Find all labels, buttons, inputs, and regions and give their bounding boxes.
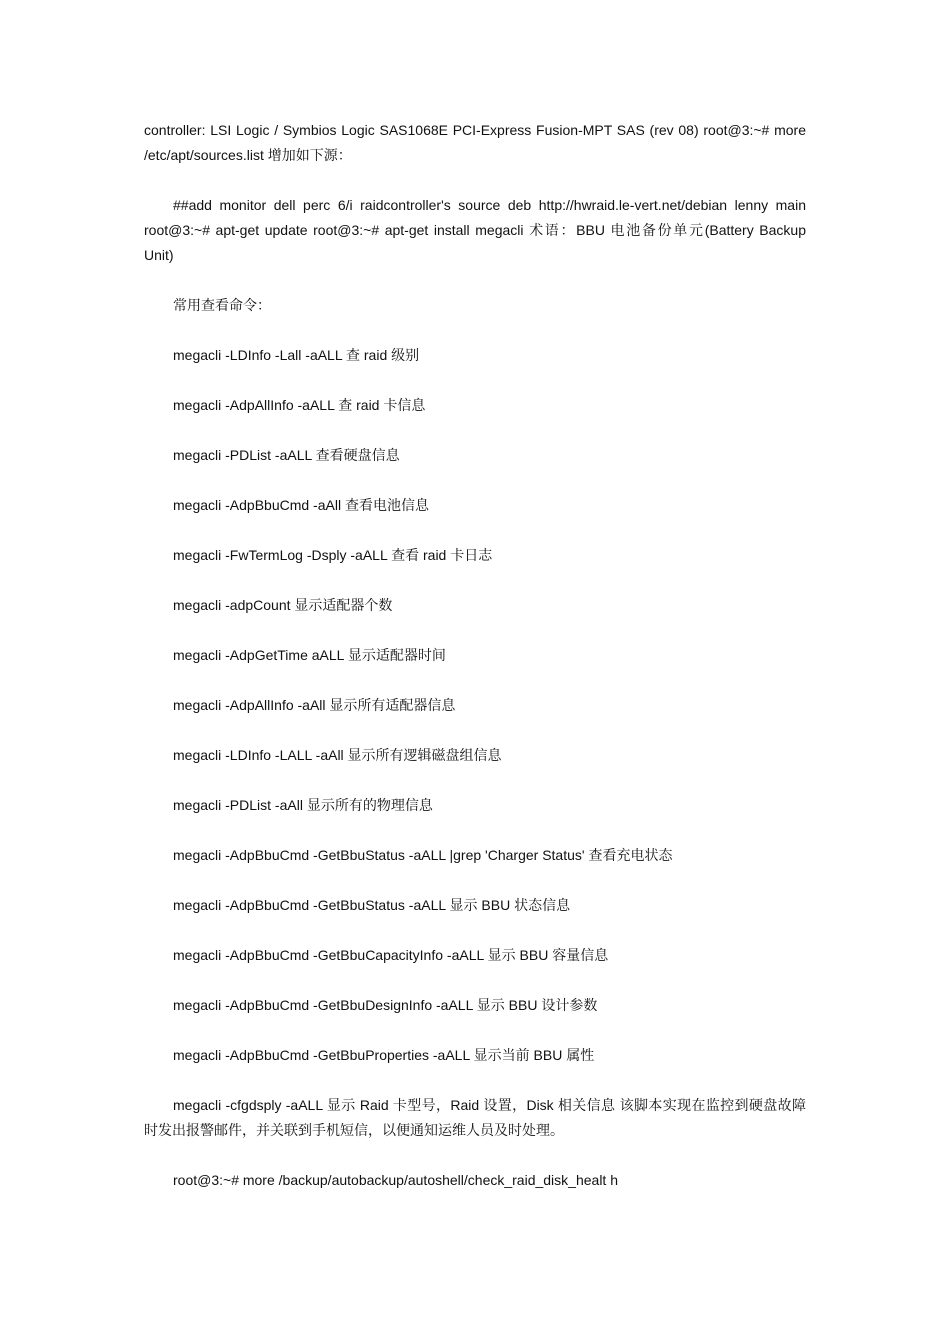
document-body bbox=[144, 118, 806, 1193]
command-line: megacli -AdpBbuCmd -aAll 查看电池信息 bbox=[173, 497, 429, 513]
command-line: megacli -FwTermLog -Dsply -aALL 查看 raid 卡日志 bbox=[173, 547, 493, 563]
command-line: megacli -PDList -aAll 显示所有的物理信息 bbox=[173, 797, 433, 813]
command-line: megacli -AdpBbuCmd -GetBbuDesignInfo -aALL 显示 BBU 设计参数 bbox=[173, 997, 598, 1013]
paragraph-script-path: root@3:~# more /backup/autobackup/autoshell/check_raid_disk_healt h bbox=[173, 1172, 618, 1188]
command-line: megacli -AdpAllInfo -aAll 显示所有适配器信息 bbox=[173, 697, 456, 713]
command-line: megacli -AdpBbuCmd -GetBbuProperties -aALL 显示当前 BBU 属性 bbox=[173, 1047, 595, 1063]
command-line: megacli -AdpGetTime aALL 显示适配器时间 bbox=[173, 647, 446, 663]
command-line: megacli -PDList -aALL 查看硬盘信息 bbox=[173, 447, 400, 463]
command-line: megacli -AdpBbuCmd -GetBbuStatus -aALL 显示 BBU 状态信息 bbox=[173, 897, 571, 913]
command-line: megacli -AdpBbuCmd -GetBbuCapacityInfo -aALL 显示 BBU 容量信息 bbox=[173, 947, 609, 963]
command-line: megacli -AdpAllInfo -aALL 查 raid 卡信息 bbox=[173, 397, 426, 413]
command-line: megacli -adpCount 显示适配器个数 bbox=[173, 597, 393, 613]
command-line: megacli -LDInfo -Lall -aALL 查 raid 级别 bbox=[173, 347, 420, 363]
paragraph-common-commands-heading: 常用查看命令： bbox=[173, 297, 271, 313]
paragraph-cfgdsply-script: megacli -cfgdsply -aALL 显示 Raid 卡型号，Raid 设置，Disk 相关信息 该脚本实现在监控到硬盘故障时发出报警邮件，并关联到手机短信，以便通知运维人员及时处理。 bbox=[144, 1097, 806, 1138]
paragraph-apt-source: ##add monitor dell perc 6/i raidcontroller's source deb http://hwraid.le-vert.net/debian lenny main root@3:~# apt-get update root@3:~# apt-get install megacli 术语：BBU 电池备份单元(Battery Backup Unit) bbox=[144, 197, 806, 263]
command-line: megacli -AdpBbuCmd -GetBbuStatus -aALL |grep 'Charger Status' 查看充电状态 bbox=[173, 847, 673, 863]
paragraph-controller-info: controller: LSI Logic / Symbios Logic SAS1068E PCI-Express Fusion-MPT SAS (rev 08) root@3:~# more /etc/apt/sources.list 增加如下源： bbox=[144, 122, 806, 163]
command-line: megacli -LDInfo -LALL -aAll 显示所有逻辑磁盘组信息 bbox=[173, 747, 502, 763]
